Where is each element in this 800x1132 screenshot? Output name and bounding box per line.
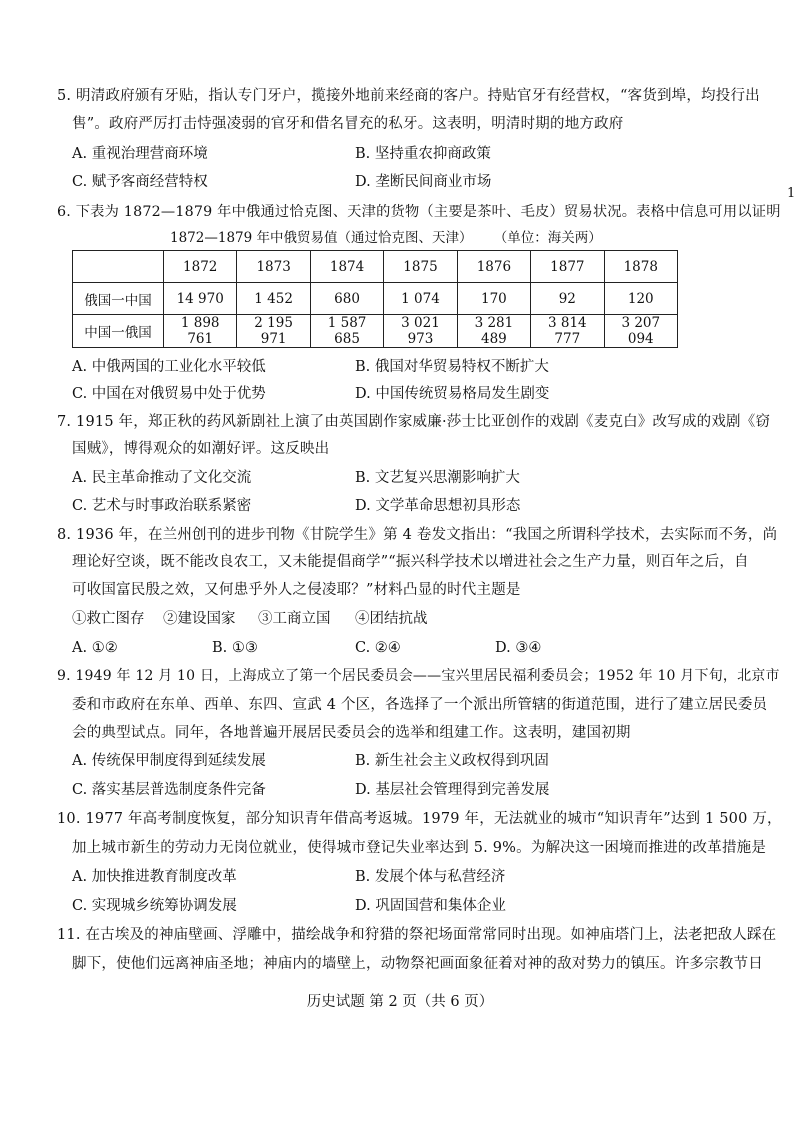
- table-cell: 92: [531, 283, 604, 315]
- table-year-cell: 1878: [604, 251, 677, 283]
- table-cell: 120: [604, 283, 677, 315]
- table-cell: 1 074: [384, 283, 457, 315]
- q6-stem-line1: 6. 下表为 1872—1879 年中俄通过恰克图、天津的货物（主要是茶叶、毛皮）贸易状况。表格中信息可用以证明: [57, 204, 781, 220]
- table-cell: 680: [310, 283, 383, 315]
- q7-option-c: C. 艺术与时事政治联系紧密: [72, 498, 252, 514]
- q9-stem-line1: 9. 1949 年 12 月 10 日，上海成立了第一个居民委员会——宝兴里居民福利委员会；1952 年 10 月下旬，北京市: [57, 668, 780, 684]
- q7-stem-line2: 国贼》，博得观众的如潮好评。这反映出: [72, 441, 330, 457]
- page-footer: 历史试题 第 2 页（共 6 页）: [306, 994, 494, 1010]
- q8-stem-line2: 理论好空谈，既不能改良农工，又未能提倡商学”“振兴科学技术以增进社会之生产力量，则百年之后，自: [72, 554, 749, 570]
- q8-stem-line3: 可收国富民殷之效，又何患乎外人之侵凌耶？”材料凸显的时代主题是: [72, 582, 521, 598]
- q6-option-b: B. 俄国对华贸易特权不断扩大: [355, 359, 549, 375]
- q5-option-b: B. 坚持重农抑商政策: [355, 146, 491, 162]
- q5-option-c: C. 赋予客商经营特权: [72, 174, 208, 190]
- q10-option-b: B. 发展个体与私营经济: [355, 869, 506, 885]
- q8-item-3: ③工商立国: [258, 611, 331, 627]
- q7-option-a: A. 民主革命推动了文化交流: [72, 470, 252, 486]
- table-cell: 3 814 777: [531, 315, 604, 348]
- q6-option-c: C. 中国在对俄贸易中处于优势: [72, 386, 266, 402]
- table-year-cell: 1872: [164, 251, 237, 283]
- table-cell: 14 970: [164, 283, 237, 315]
- q8-item-1: ①救亡图存: [72, 611, 145, 627]
- table-cell: 3 207 094: [604, 315, 677, 348]
- q9-option-b: B. 新生社会主义政权得到巩固: [355, 753, 549, 769]
- q10-stem-line1: 10. 1977 年高考制度恢复，部分知识青年借高考返城。1979 年，无法就业的城市“知识青年”达到 1 500 万，: [57, 811, 782, 827]
- q7-stem-line1: 7. 1915 年，郑正秋的药风新剧社上演了由英国剧作家威廉·莎士比亚创作的戏剧《麦克白》改写成的戏剧《窃: [57, 414, 771, 430]
- table-row-label: 俄国一中国: [73, 283, 164, 315]
- table-header-row: [73, 251, 678, 283]
- q6-trade-table: [72, 250, 678, 348]
- q6-table-unit: （单位：海关两）: [500, 230, 602, 246]
- margin-mark: 1: [787, 186, 796, 201]
- q6-option-d: D. 中国传统贸易格局发生剧变: [355, 386, 550, 402]
- q6-table-title: 1872—1879 年中俄贸易值（通过恰克图、天津）: [170, 230, 473, 246]
- q8-item-2: ②建设国家: [163, 611, 236, 627]
- table-row: [73, 315, 678, 348]
- q10-option-a: A. 加快推进教育制度改革: [72, 869, 237, 885]
- table-row-label: 中国一俄国: [73, 315, 164, 348]
- table-row: [73, 283, 678, 315]
- q11-stem-line2: 脚下，使他们远离神庙圣地；神庙内的墙壁上，动物祭祀画面象征着对神的敌对势力的镇压。许多宗教节日: [72, 956, 763, 972]
- q8-option-d: D. ③④: [495, 640, 542, 656]
- table-cell: 2 195 971: [237, 315, 310, 348]
- table-cell: 1 898 761: [164, 315, 237, 348]
- table-cell: 3 281 489: [457, 315, 530, 348]
- q10-option-c: C. 实现城乡统筹协调发展: [72, 898, 237, 914]
- q8-item-4: ④团结抗战: [355, 611, 428, 627]
- q8-stem-line1: 8. 1936 年，在兰州创刊的进步刊物《甘院学生》第 4 卷发文指出：“我国之所谓科学技术，去实际而不务，尚: [57, 527, 778, 543]
- q7-option-d: D. 文学革命思想初具形态: [355, 498, 521, 514]
- table-cell: 170: [457, 283, 530, 315]
- q10-option-d: D. 巩固国营和集体企业: [355, 898, 506, 914]
- table-year-cell: 1875: [384, 251, 457, 283]
- q7-option-b: B. 文艺复兴思潮影响扩大: [355, 470, 520, 486]
- q6-option-a: A. 中俄两国的工业化水平较低: [72, 359, 266, 375]
- q6-table-caption: [170, 229, 602, 247]
- q5-stem-line1: 5. 明清政府颁有牙贴，指认专门牙户，揽接外地前来经商的客户。持贴官牙有经营权，“客货到埠，均投行出: [57, 88, 760, 104]
- q9-option-d: D. 基层社会管理得到完善发展: [355, 782, 550, 798]
- table-cell: 1 587 685: [310, 315, 383, 348]
- q5-stem-line2: 售”。政府严厉打击恃强凌弱的官牙和借名冒充的私牙。这表明，明清时期的地方政府: [72, 116, 624, 132]
- q10-stem-line2: 加上城市新生的劳动力无岗位就业，使得城市登记失业率达到 5. 9%。为解决这一困境而推进的改革措施是: [72, 840, 767, 856]
- q11-stem-line1: 11. 在古埃及的神庙壁画、浮雕中，描绘战争和狩猎的祭祀场面常常同时出现。如神庙塔门上，法老把敌人踩在: [57, 927, 777, 943]
- table-cell: 1 452: [237, 283, 310, 315]
- q5-option-a: A. 重视治理营商环境: [72, 146, 208, 162]
- q8-option-c: C. ②④: [355, 640, 401, 656]
- q5-option-d: D. 垄断民间商业市场: [355, 174, 492, 190]
- q9-option-a: A. 传统保甲制度得到延续发展: [72, 753, 266, 769]
- q8-option-b: B. ①③: [212, 640, 258, 656]
- table-corner-cell: [73, 251, 164, 283]
- table-year-cell: 1877: [531, 251, 604, 283]
- table-year-cell: 1874: [310, 251, 383, 283]
- table-year-cell: 1876: [457, 251, 530, 283]
- q9-option-c: C. 落实基层普选制度条件完备: [72, 782, 266, 798]
- q8-option-a: A. ①②: [72, 640, 118, 656]
- q9-stem-line2: 委和市政府在东单、西单、东四、宣武 4 个区，各选择了一个派出所管辖的街道范围，进行了建立居民委员: [72, 697, 768, 713]
- table-cell: 3 021 973: [384, 315, 457, 348]
- table-year-cell: 1873: [237, 251, 310, 283]
- q9-stem-line3: 会的典型试点。同年，各地普遍开展居民委员会的选举和组建工作。这表明，建国初期: [72, 725, 631, 741]
